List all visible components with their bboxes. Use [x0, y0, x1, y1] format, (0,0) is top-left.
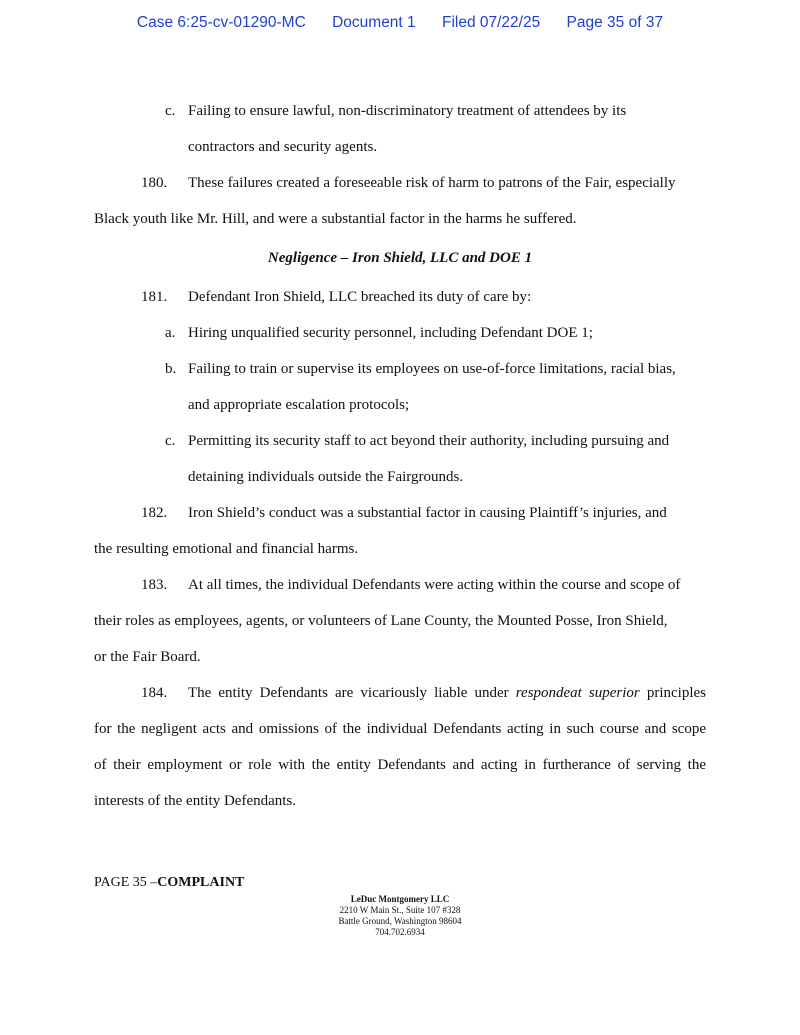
firm-phone: 704.702.6934 — [375, 927, 425, 937]
document-body — [94, 93, 706, 819]
list-text: Permitting its security staff to act beyond their authority, including pursuing and — [188, 433, 670, 449]
paragraph-183-line3: or the Fair Board. — [94, 649, 201, 665]
list-text: Hiring unqualified security personnel, including Defendant DOE 1; — [188, 325, 593, 341]
list-marker: c. — [165, 433, 176, 449]
paragraph-text: The entity Defendants are vicariously liable under — [188, 685, 516, 701]
paragraph-180-line1 — [94, 165, 706, 201]
paragraph-text: Iron Shield’s conduct was a substantial factor in causing Plaintiff’s injuries, and — [188, 505, 667, 521]
paragraph-number: 182. — [141, 505, 168, 521]
paragraph-182-line2: the resulting emotional and financial harms. — [94, 541, 359, 557]
page-indicator: Page 35 of 37 — [566, 14, 664, 31]
list-item-b-line2: and appropriate escalation protocols; — [188, 397, 410, 413]
list-item-c2-line1 — [94, 423, 706, 459]
list-text: Failing to ensure lawful, non-discriminatory treatment of attendees by its — [188, 103, 627, 119]
list-item-c-line1 — [94, 93, 706, 129]
footer-page-label: PAGE 35 – — [94, 875, 158, 890]
paragraph-180-line2: Black youth like Mr. Hill, and were a substantial factor in the harms he suffered. — [94, 211, 577, 227]
list-marker: c. — [165, 103, 176, 119]
paragraph-number: 181. — [141, 289, 168, 305]
section-heading: Negligence – Iron Shield, LLC and DOE 1 — [267, 250, 533, 266]
firm-address-line1: 2210 W Main St., Suite 107 #328 — [339, 905, 461, 915]
firm-name: LeDuc Montgomery LLC — [350, 894, 450, 904]
document-number: Document 1 — [332, 14, 416, 31]
latin-term: respondeat superior — [515, 685, 640, 701]
paragraph-184-line3: of their employment or role with the entity Defendants and acting in furtherance of serving the — [94, 757, 706, 773]
firm-block — [0, 894, 800, 938]
paragraph-number: 180. — [141, 175, 168, 191]
paragraph-184-line2: for the negligent acts and omissions of the individual Defendants acting in such course and scope — [94, 721, 706, 737]
paragraph-number: 184. — [141, 685, 168, 701]
page-footer — [94, 875, 244, 891]
paragraph-number: 183. — [141, 577, 168, 593]
list-marker: a. — [165, 325, 176, 341]
list-marker: b. — [165, 361, 177, 377]
paragraph-text: At all times, the individual Defendants were acting within the course and scope of — [188, 577, 681, 593]
case-number: Case 6:25-cv-01290-MC — [136, 14, 306, 31]
paragraph-text: These failures created a foreseeable risk of harm to patrons of the Fair, especially — [188, 175, 676, 191]
filed-date: Filed 07/22/25 — [441, 14, 541, 31]
list-item-a — [94, 315, 706, 351]
paragraph-184-line4: interests of the entity Defendants. — [94, 793, 297, 809]
paragraph-181-line1 — [94, 279, 706, 315]
paragraph-text-end: principles — [639, 685, 706, 701]
case-header — [0, 14, 800, 32]
paragraph-184-line1 — [94, 675, 706, 711]
paragraph-182-line1 — [94, 495, 706, 531]
list-text: Failing to train or supervise its employees on use-of-force limitations, racial bias, — [188, 361, 676, 377]
firm-address-line2: Battle Ground, Washington 98604 — [338, 916, 462, 926]
paragraph-183-line2: their roles as employees, agents, or volunteers of Lane County, the Mounted Posse, Iron Shield, — [94, 613, 668, 629]
footer-doc-title: COMPLAINT — [157, 875, 245, 890]
paragraph-text: Defendant Iron Shield, LLC breached its duty of care by: — [188, 289, 532, 305]
paragraph-183-line1 — [94, 567, 706, 603]
list-item-c-line2: contractors and security agents. — [188, 139, 378, 155]
list-item-b-line1 — [94, 351, 706, 387]
list-item-c2-line2: detaining individuals outside the Fairgrounds. — [188, 469, 464, 485]
